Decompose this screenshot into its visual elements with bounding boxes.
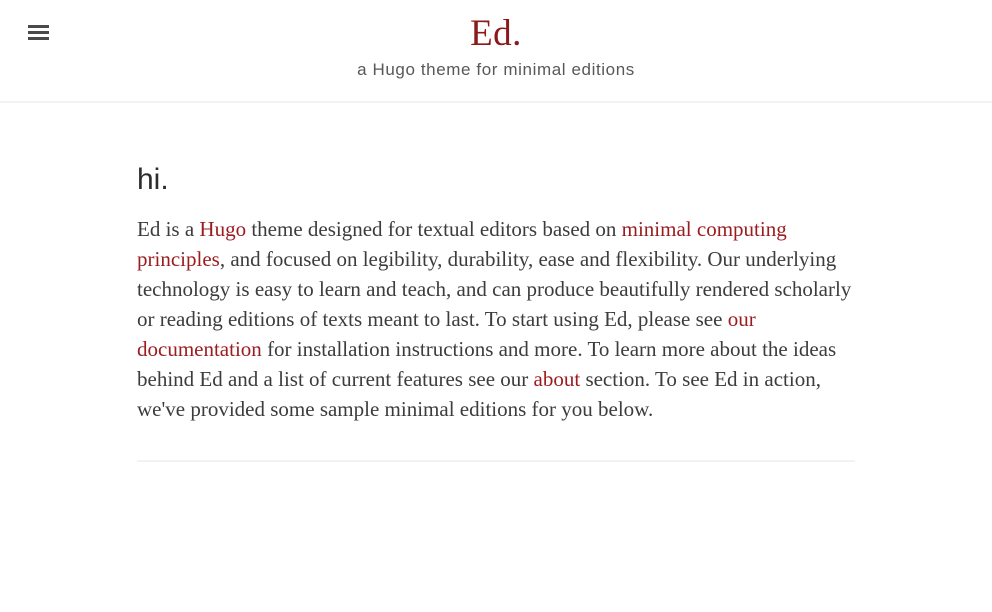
main-content bbox=[137, 103, 855, 462]
hamburger-bar bbox=[28, 31, 49, 34]
intro-paragraph bbox=[137, 214, 855, 424]
intro-text: for installation instructions and more. To learn more about the ideas behind Ed and a list of current features see our bbox=[137, 337, 837, 391]
hamburger-bar bbox=[28, 37, 49, 40]
masthead bbox=[0, 0, 992, 103]
link-minimal-computing-principles[interactable]: minimal computing principles bbox=[137, 217, 787, 271]
hamburger-menu-icon[interactable] bbox=[28, 25, 49, 40]
intro-text: theme designed for textual editors based on bbox=[246, 217, 622, 241]
link-hugo[interactable]: Hugo bbox=[199, 217, 247, 241]
site-title[interactable]: Ed. bbox=[470, 13, 522, 54]
link-our-documentation[interactable]: our documentation bbox=[137, 307, 756, 361]
intro-text: Ed is a bbox=[137, 217, 200, 241]
section-divider bbox=[137, 460, 855, 462]
page-heading: hi. bbox=[137, 163, 169, 196]
site-subtitle: a Hugo theme for minimal editions bbox=[357, 60, 635, 79]
hamburger-bar bbox=[28, 25, 49, 28]
link-about[interactable]: about bbox=[533, 367, 581, 391]
intro-text: , and focused on legibility, durability, ease and flexibility. Our underlying technology is easy to learn and teach, and can produce beautifully rendered scholarly or reading editions of texts meant to last. To start using Ed, please see bbox=[137, 247, 852, 331]
intro-text: section. To see Ed in action, we've provided some sample minimal editions for you below. bbox=[137, 367, 821, 421]
